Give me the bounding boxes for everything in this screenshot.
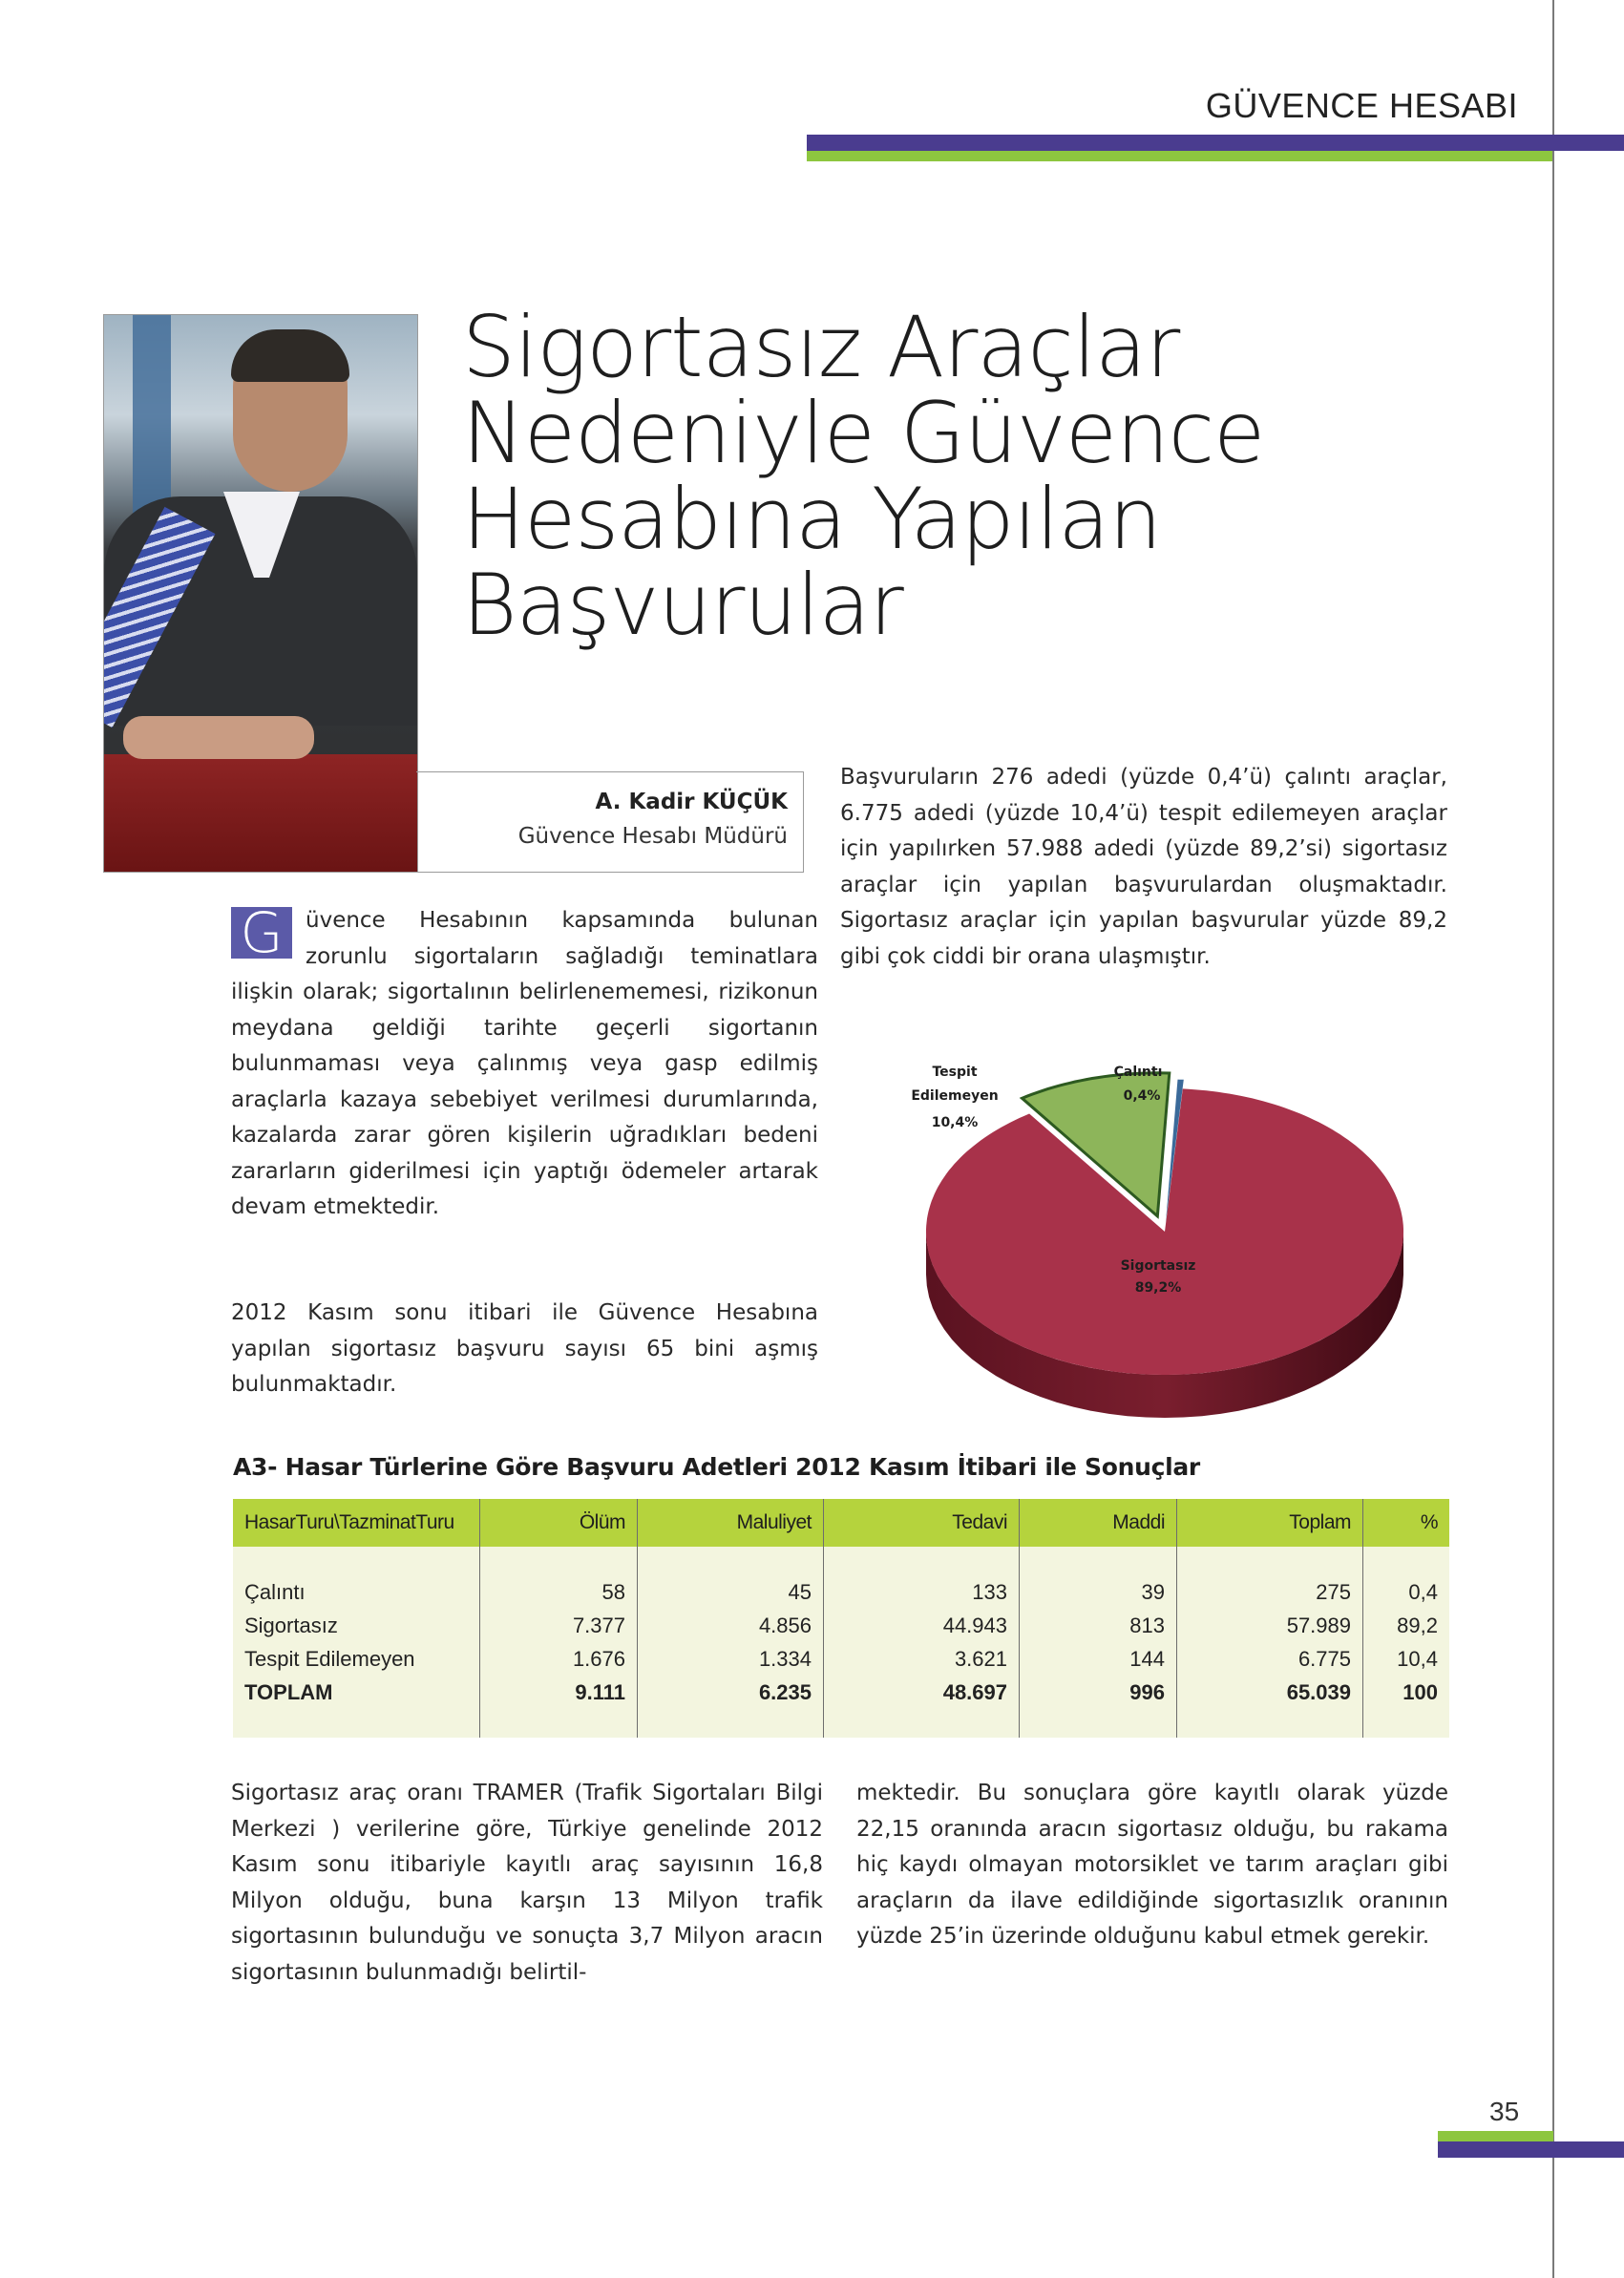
header-cell: HasarTuru\TazminatTuru (233, 1499, 480, 1547)
cell: 133 (824, 1575, 1020, 1609)
table-row (233, 1575, 1449, 1609)
label-calinti-line1: Çalıntı (1113, 1065, 1163, 1080)
paragraph-4: Sigortasız araç oranı TRAMER (Trafik Sigortaları Bilgi Merkezi ) verilerine göre, Türkiye genelinde 2012 Kasım sonu itibariyle kayıtlı araç sayısının 16,8 Milyon olduğu, buna karşın 13 Milyon trafik sigortasının bulunduğu ve sonuçta 3,7 Milyon aracın sigortasının bulunmadığı belirtil- (231, 1781, 823, 1985)
cell: 48.697 (824, 1676, 1020, 1709)
author-name: A. Kadir KÜÇÜK (595, 790, 788, 814)
header-cell: Maddi (1020, 1499, 1177, 1547)
intro-paragraph (231, 900, 818, 1226)
cell: 89,2 (1363, 1609, 1450, 1642)
table-spacer (233, 1547, 1449, 1575)
cell: 9.111 (480, 1676, 638, 1709)
title-line: Başvurular (462, 556, 903, 654)
page-margin-line (1552, 0, 1554, 2278)
paragraph-2: 2012 Kasım sonu itibari ile Güvence Hesabına yapılan sigortasız başvuru sayısı 65 bini aşmış bulunmaktadır. (231, 1300, 818, 1397)
title-line: Sigortasız Araçlar (462, 298, 1180, 396)
title-line: Hesabına Yapılan (462, 470, 1162, 568)
dropcap: G (231, 907, 292, 959)
cell: 39 (1020, 1575, 1177, 1609)
paragraph-5: mektedir. Bu sonuçlara göre kayıtlı olarak yüzde 22,15 oranında aracın sigortasız olduğu, bu rakama hiç kaydı olmayan motorsiklet ve tarım araçları gibi araçların da ilave edildiğinde sigortasızlık oranının yüzde 25’in üzerinde olduğunu kabul etmek gerekir. (856, 1781, 1448, 1949)
cell: 6.775 (1177, 1642, 1363, 1676)
header-bar-purple (807, 135, 1624, 151)
header-cell: % (1363, 1499, 1450, 1547)
cell: 1.334 (638, 1642, 824, 1676)
cell: 58 (480, 1575, 638, 1609)
label-tespit-line1b: Edilemeyen (911, 1088, 999, 1104)
cell: 6.235 (638, 1676, 824, 1709)
cell: Sigortasız (244, 1613, 338, 1637)
cell: 57.989 (1177, 1609, 1363, 1642)
article-title (462, 298, 1321, 654)
header-cell: Tedavi (824, 1499, 1020, 1547)
header-cell: Toplam (1177, 1499, 1363, 1547)
label-calinti-value: 0,4% (1123, 1088, 1161, 1104)
cell: 44.943 (824, 1609, 1020, 1642)
cell: 65.039 (1177, 1676, 1363, 1709)
cell: 45 (638, 1575, 824, 1609)
title-line: Nedeniyle Güvence (462, 384, 1265, 482)
footer-bar-green (1438, 2131, 1553, 2141)
cell: 3.621 (824, 1642, 1020, 1676)
cell: 10,4 (1363, 1642, 1450, 1676)
results-table (233, 1499, 1449, 1738)
table-title: A3- Hasar Türlerine Göre Başvuru Adetleri 2012 Kasım İtibari ile Sonuçlar (233, 1453, 1200, 1481)
footer-bar-purple (1438, 2141, 1624, 2158)
label-tespit (911, 1065, 998, 1130)
paragraph-3: Başvuruların 276 adedi (yüzde 0,4’ü) çalıntı araçlar, 6.775 adedi (yüzde 10,4’ü) tespit edilemeyen araçlar için yapılırken 57.988 adedi (yüzde 89,2’si) sigortasız araçlar için yapılan başvurulardan oluşmaktadır. Sigortasız araçlar için yapılan başvurular yüzde 89,2 gibi çok ciddi bir orana ulaşmıştır. (840, 765, 1447, 969)
author-role: Güvence Hesabı Müdürü (517, 824, 788, 849)
byline-box (416, 771, 804, 873)
cell: Tespit Edilemeyen (244, 1646, 415, 1671)
cell: 7.377 (480, 1609, 638, 1642)
table-total-row (233, 1676, 1449, 1709)
header-cell: Ölüm (480, 1499, 638, 1547)
cell: 1.676 (480, 1642, 638, 1676)
author-photo (103, 314, 418, 873)
photo-hand (123, 716, 314, 759)
pie-chart (878, 1041, 1470, 1442)
cell: 144 (1020, 1642, 1177, 1676)
label-tespit-line1: Tespit (932, 1065, 978, 1080)
cell: TOPLAM (244, 1679, 333, 1704)
section-title: GÜVENCE HESABI (1205, 86, 1518, 125)
table-row (233, 1642, 1449, 1676)
label-sigortasiz-line1: Sigortasız (1120, 1258, 1196, 1274)
cell: 813 (1020, 1609, 1177, 1642)
photo-hair (231, 329, 349, 382)
cell: 275 (1177, 1575, 1363, 1609)
cell: 0,4 (1363, 1575, 1450, 1609)
header-cell: Maluliyet (638, 1499, 824, 1547)
photo-desk (104, 754, 417, 872)
cell: 100 (1363, 1676, 1450, 1709)
table-row (233, 1609, 1449, 1642)
table-header-row (233, 1499, 1449, 1547)
cell: 996 (1020, 1676, 1177, 1709)
cell: Çalıntı (244, 1579, 306, 1604)
page-number: 35 (1489, 2097, 1520, 2126)
label-sigortasiz-value: 89,2% (1134, 1280, 1182, 1296)
cell: 4.856 (638, 1609, 824, 1642)
label-tespit-value: 10,4% (931, 1115, 979, 1130)
paragraph-text: üvence Hesabının kapsamında bulunan zorunlu sigortaların sağladığı teminatlara ilişkin olarak; sigortalının belirlenememesi, rizikonun meydana geldiği tarihte geçerli sigortanın bulunmaması veya çalınmış veya gasp edilmiş araçlarla kazaya sebebiyet verilmesi durumlarında, kazalarda zarar gören kişilerin uğradıkları bedeni zararların giderilmesi için yaptığı ödemeler artarak devam etmektedir. (231, 908, 818, 1219)
table-spacer (233, 1709, 1449, 1738)
header-bar-green (807, 151, 1552, 161)
